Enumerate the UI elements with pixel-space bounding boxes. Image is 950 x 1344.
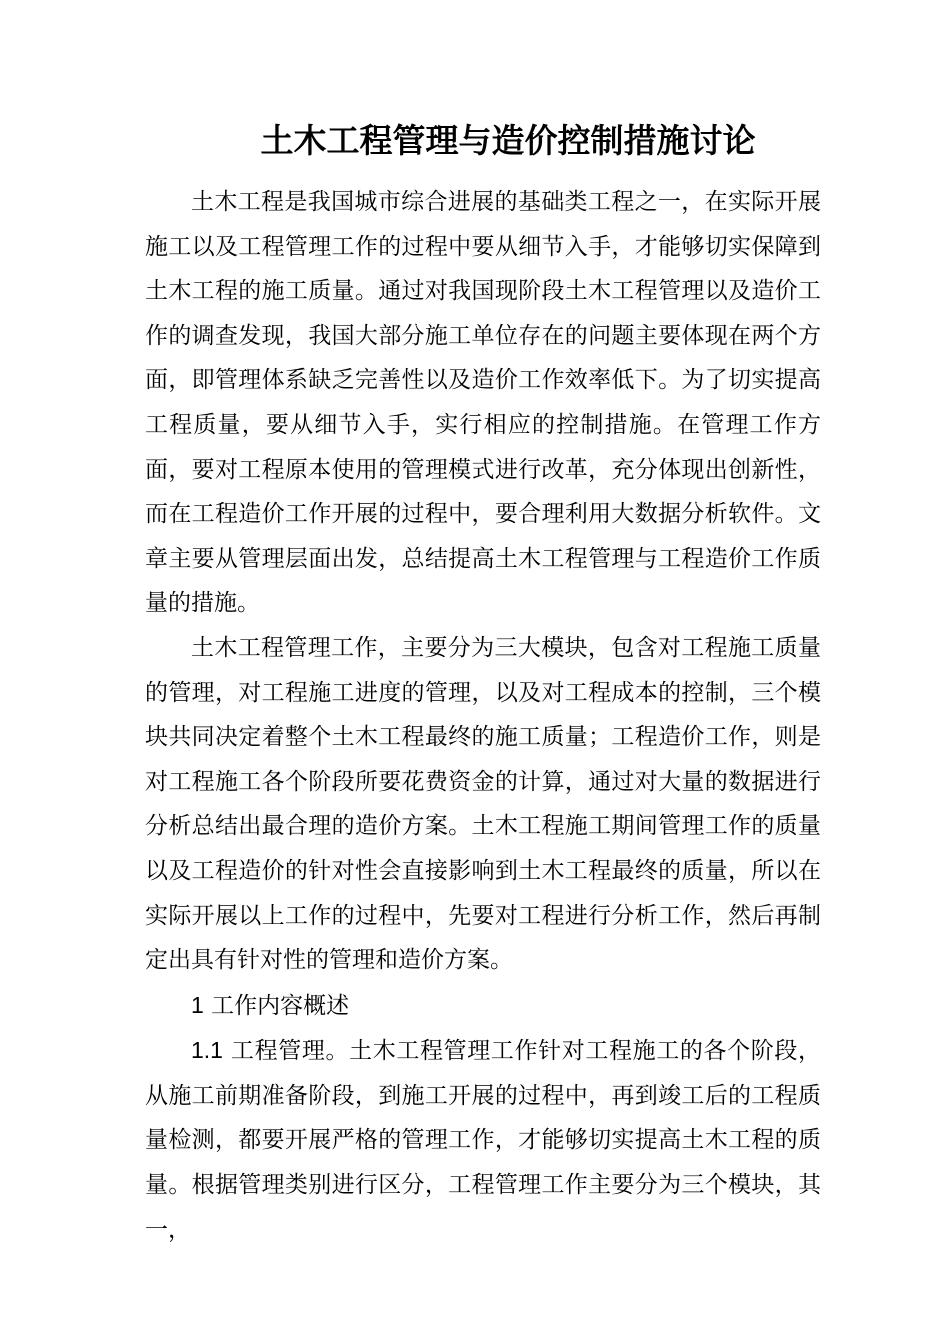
document-title: 土木工程管理与造价控制措施讨论 <box>260 121 756 160</box>
overview-paragraph: 土木工程管理工作，主要分为三大模块，包含对工程施工质量的管理，对工程施工进度的管理，以及对工程成本的控制，三个模块共同决定着整个土木工程最终的施工质量；工程造价工作，则是对工程施工各个阶段所要花费资金的计算，通过对大量的数据进行分析总结出最合理的造价方案。土木工程施工期间管理工作的质量以及工程造价的针对性会直接影响到土木工程最终的质量，所以在实际开展以上工作的过程中，先要对工程进行分析工作，然后再制定出具有针对性的管理和造价方案。 <box>145 634 821 974</box>
section-1-1-paragraph <box>145 1028 821 1252</box>
section-1-heading <box>145 983 821 1029</box>
document-body <box>145 180 821 1252</box>
intro-paragraph: 土木工程是我国城市综合进展的基础类工程之一，在实际开展施工以及工程管理工作的过程中要从细节入手，才能够切实保障到土木工程的施工质量。通过对我国现阶段土木工程管理以及造价工作的调查发现，我国大部分施工单位存在的问题主要体现在两个方面，即管理体系缺乏完善性以及造价工作效率低下。为了切实提高工程质量，要从细节入手，实行相应的控制措施。在管理工作方面，要对工程原本使用的管理模式进行改革，充分体现出创新性，而在工程造价工作开展的过程中，要合理利用大数据分析软件。文章主要从管理层面出发，总结提高土木工程管理与工程造价工作质量的措施。 <box>145 189 821 617</box>
section-1-heading-text: 工作内容概述 <box>211 992 350 1019</box>
section-1-number: 1 <box>191 991 204 1018</box>
section-1-1-text: 工程管理。土木工程管理工作针对工程施工的各个阶段，从施工前期准备阶段，到施工开展的过程中，再到竣工后的工程质量检测，都要开展严格的管理工作，才能够切实提高土木工程的质量。根据管理类别进行区分，工程管理工作主要分为三个模块，其一， <box>145 1038 822 1243</box>
section-1-1-number: 1.1 <box>191 1037 223 1064</box>
